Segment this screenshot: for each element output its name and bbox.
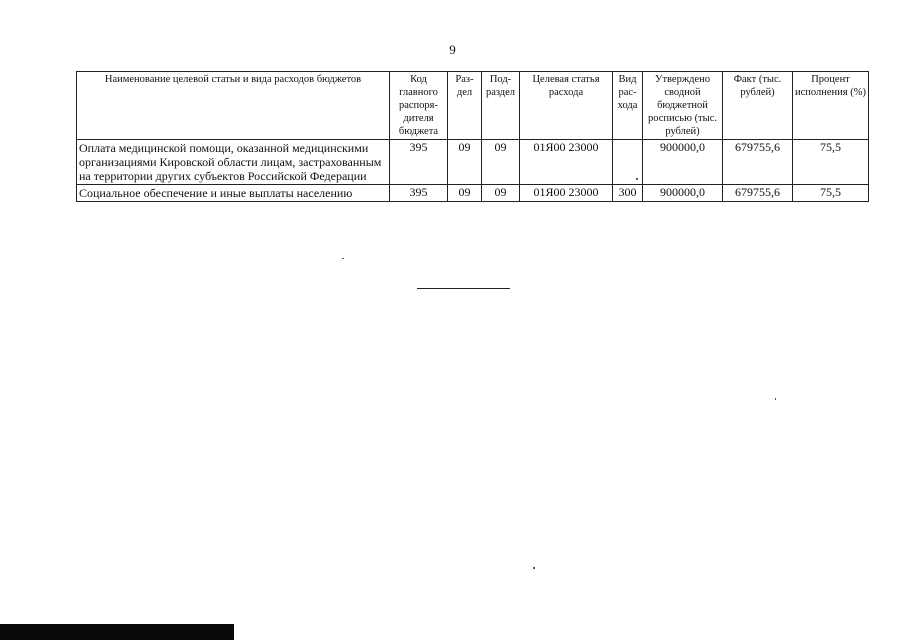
row-code: 395 — [390, 140, 448, 185]
header-section: Раз-дел — [448, 72, 482, 140]
header-target: Целевая статья расхода — [520, 72, 613, 140]
header-code: Код главного распоря-дителя бюджета — [390, 72, 448, 140]
row-percent: 75,5 — [793, 185, 869, 202]
scan-artifact-bar — [0, 624, 234, 640]
budget-table — [76, 71, 869, 202]
header-percent: Процент исполнения (%) — [793, 72, 869, 140]
header-name: Наименование целевой статьи и вида расходов бюджетов — [77, 72, 390, 140]
table-row — [77, 185, 869, 202]
row-target: 01Я00 23000 — [520, 140, 613, 185]
scan-speck — [533, 567, 535, 569]
row-section: 09 — [448, 185, 482, 202]
page-number: 9 — [449, 42, 456, 57]
row-target: 01Я00 23000 — [520, 185, 613, 202]
header-approved: Утверждено сводной бюджетной росписью (тыс. рублей) — [643, 72, 723, 140]
scan-speck — [775, 398, 776, 400]
header-subsection: Под-раздел — [482, 72, 520, 140]
row-type: 300 — [613, 185, 643, 202]
row-fact: 679755,6 — [723, 140, 793, 185]
table-header-row — [77, 72, 869, 140]
row-approved: 900000,0 — [643, 140, 723, 185]
row-approved: 900000,0 — [643, 185, 723, 202]
scan-speck — [636, 178, 638, 180]
end-divider — [417, 288, 510, 289]
row-name: Оплата медицинской помощи, оказанной медицинскими организациями Кировской области лицам, застрахованным на территории других субъектов Российской Федерации — [77, 140, 390, 185]
row-fact: 679755,6 — [723, 185, 793, 202]
row-name: Социальное обеспечение и иные выплаты населению — [77, 185, 390, 202]
row-type — [613, 140, 643, 185]
row-code: 395 — [390, 185, 448, 202]
header-type: Вид рас-хода — [613, 72, 643, 140]
row-subsection: 09 — [482, 140, 520, 185]
row-section: 09 — [448, 140, 482, 185]
table-row — [77, 140, 869, 185]
row-subsection: 09 — [482, 185, 520, 202]
scan-speck — [342, 258, 344, 259]
row-percent: 75,5 — [793, 140, 869, 185]
header-fact: Факт (тыс. рублей) — [723, 72, 793, 140]
